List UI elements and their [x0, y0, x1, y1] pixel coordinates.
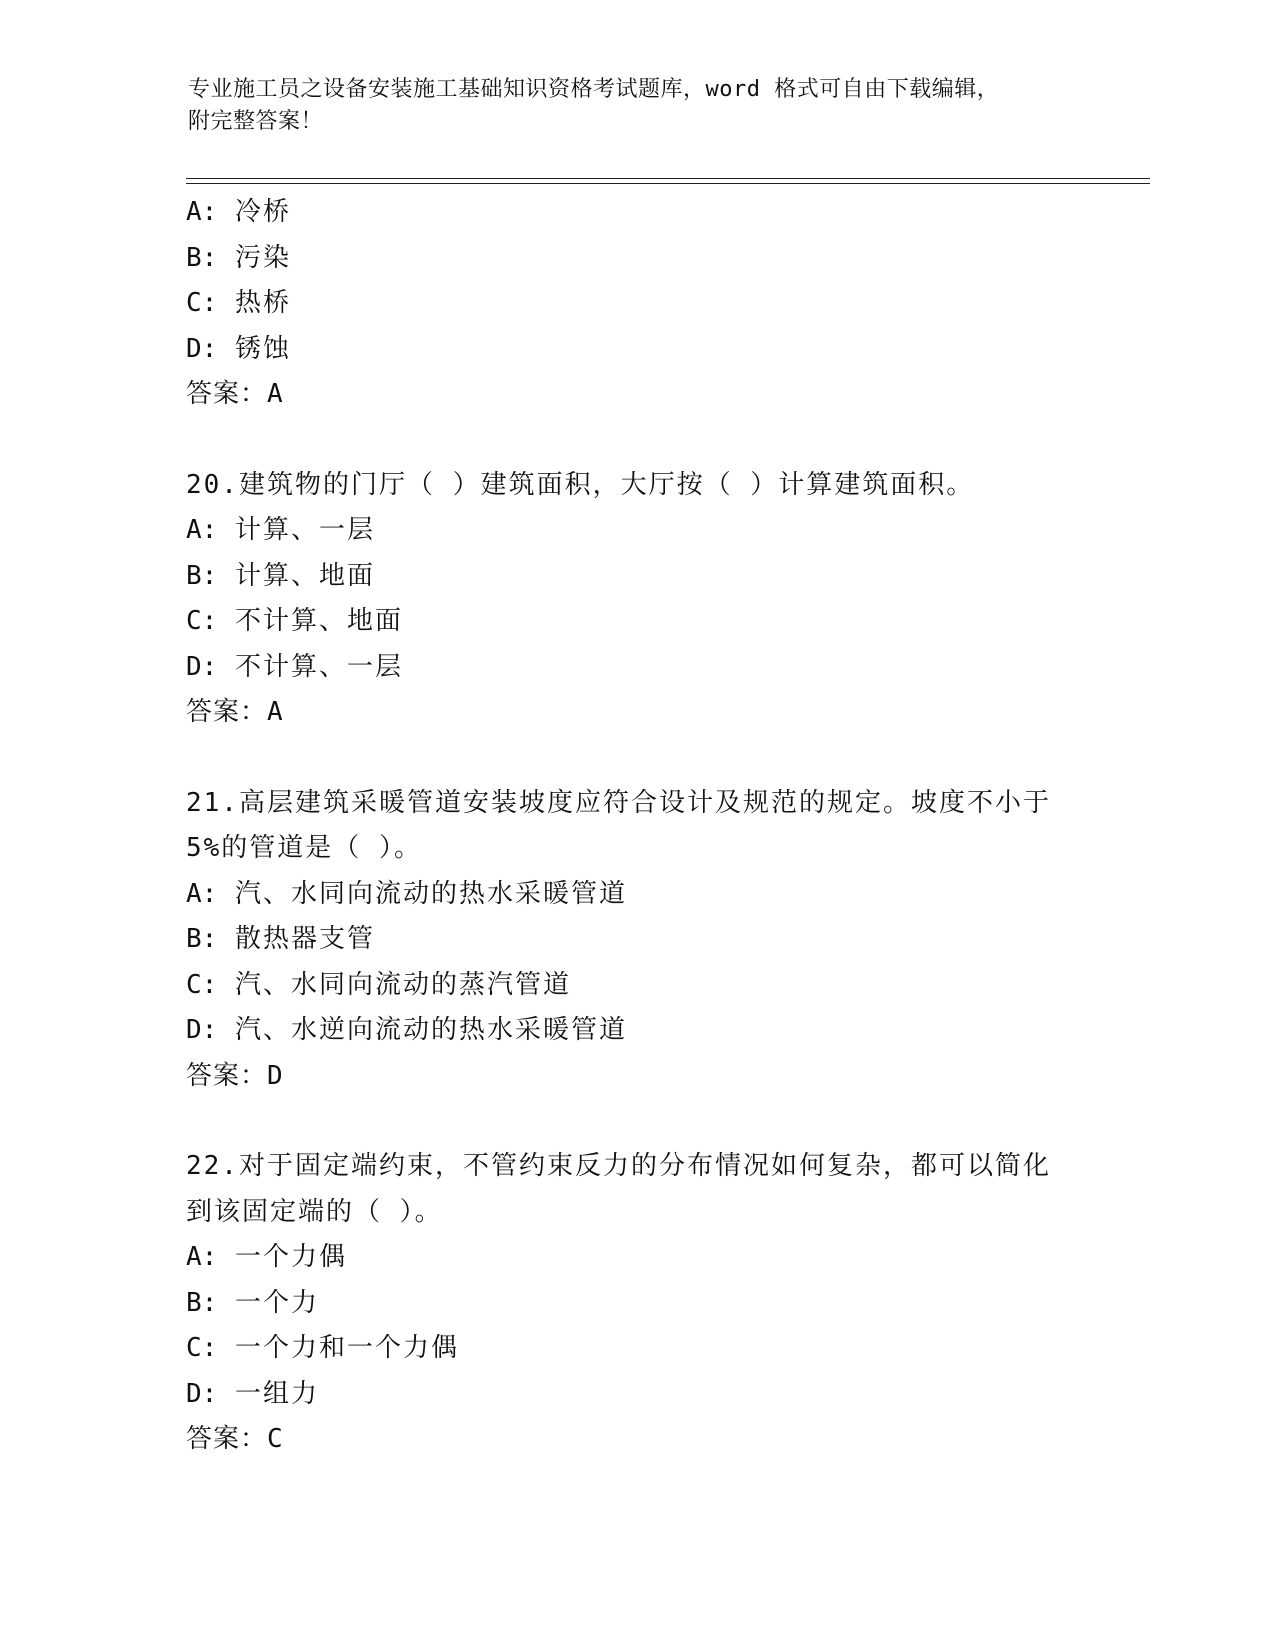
- option-a: A: 一个力偶: [186, 1242, 347, 1272]
- option-b: B: 计算、地面: [186, 560, 375, 591]
- page-header: [188, 74, 1088, 138]
- question-block-21: [186, 781, 1086, 1100]
- option-c: C: 不计算、地面: [186, 606, 403, 636]
- option-a: A: 计算、一层: [186, 515, 375, 545]
- question-text: 20.建筑物的门厅（ ）建筑面积，大厅按（ ）计算建筑面积。: [186, 469, 975, 500]
- question-text-continued: 5%的管道是（ ）。: [186, 833, 422, 863]
- option-c: C: 一个力和一个力偶: [186, 1333, 459, 1363]
- question-block-20: [186, 463, 1086, 736]
- question-block-22: [186, 1144, 1086, 1463]
- option-b: B: 散热器支管: [186, 924, 375, 954]
- header-line-1: 专业施工员之设备安装施工基础知识资格考试题库，word 格式可自由下载编辑，: [188, 77, 1000, 102]
- option-d: D: 一组力: [186, 1378, 319, 1409]
- answer-line: 答案：C: [186, 1424, 284, 1454]
- option-c: C: 热桥: [186, 288, 291, 318]
- option-b: B: 污染: [186, 242, 291, 273]
- option-b: B: 一个力: [186, 1287, 319, 1318]
- answer-line: 答案：D: [186, 1060, 284, 1091]
- header-line-2: 附完整答案！: [188, 109, 324, 134]
- header-rule-bottom: [186, 183, 1150, 184]
- option-d: D: 汽、水逆向流动的热水采暖管道: [186, 1015, 627, 1045]
- option-a: A: 汽、水同向流动的热水采暖管道: [186, 878, 627, 909]
- question-list: [186, 190, 1086, 1463]
- answer-line: 答案：A: [186, 379, 284, 409]
- option-a: A: 冷桥: [186, 197, 291, 227]
- option-d: D: 锈蚀: [186, 333, 291, 364]
- question-text: 22.对于固定端约束，不管约束反力的分布情况如何复杂，都可以简化: [186, 1151, 1051, 1181]
- answer-line: 答案：A: [186, 697, 284, 727]
- option-c: C: 汽、水同向流动的蒸汽管道: [186, 969, 571, 1000]
- option-d: D: 不计算、一层: [186, 651, 403, 682]
- question-text-continued: 到该固定端的（ ）。: [186, 1196, 443, 1227]
- question-block-19: [186, 190, 1086, 418]
- question-text: 21.高层建筑采暖管道安装坡度应符合设计及规范的规定。坡度不小于: [186, 787, 1051, 818]
- header-rule-top: [186, 178, 1150, 179]
